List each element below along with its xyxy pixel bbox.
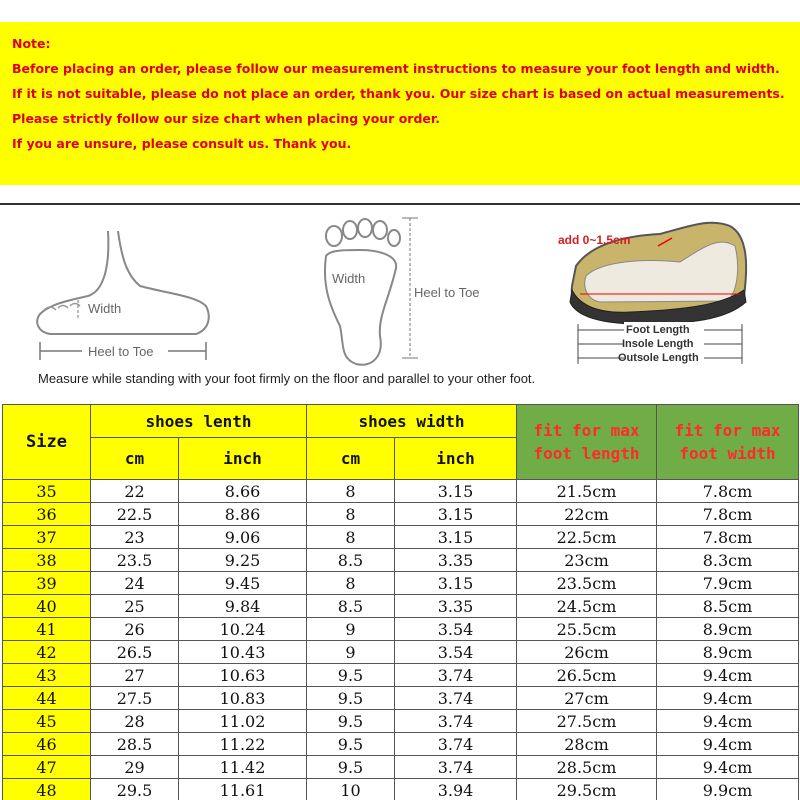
shoe-outsole-length-label: Outsole Length	[618, 352, 699, 364]
length-inch-cell: 9.25	[179, 549, 307, 572]
length-cm-cell: 29	[91, 756, 179, 779]
length-inch-cell: 9.06	[179, 526, 307, 549]
shoes-length-header: shoes lenth	[91, 405, 307, 438]
length-inch-cell: 10.83	[179, 687, 307, 710]
length-inch-cell: 11.02	[179, 710, 307, 733]
length-cm-cell: 24	[91, 572, 179, 595]
table-row	[3, 480, 799, 503]
table-row	[3, 503, 799, 526]
size-cell: 44	[3, 687, 91, 710]
fit-width-cell: 7.8cm	[657, 503, 799, 526]
side-width-label: Width	[88, 301, 122, 316]
table-row	[3, 687, 799, 710]
fit-length-cell: 27cm	[517, 687, 657, 710]
table-row	[3, 526, 799, 549]
length-inch-cell: 11.42	[179, 756, 307, 779]
note-line-1: Before placing an order, please follow our measurement instructions to measure your foot length and width.	[12, 61, 780, 76]
size-cell: 35	[3, 480, 91, 503]
length-cm-cell: 28	[91, 710, 179, 733]
width-inch-cell: 3.15	[395, 572, 517, 595]
table-row	[3, 595, 799, 618]
note-banner	[0, 22, 800, 185]
note-title: Note:	[12, 36, 51, 51]
fit-width-header: fit for max foot width	[657, 405, 799, 480]
table-row	[3, 710, 799, 733]
width-cm-cell: 9	[307, 641, 395, 664]
length-inch-cell: 10.24	[179, 618, 307, 641]
length-inch-cell: 8.86	[179, 503, 307, 526]
fit-length-cell: 22.5cm	[517, 526, 657, 549]
table-row	[3, 549, 799, 572]
fit-length-cell: 28cm	[517, 733, 657, 756]
width-inch-cell: 3.15	[395, 503, 517, 526]
section-divider	[0, 203, 800, 205]
length-cm-cell: 22	[91, 480, 179, 503]
fit-length-header: fit for max foot length	[517, 405, 657, 480]
width-cm-cell: 8.5	[307, 595, 395, 618]
width-inch-cell: 3.35	[395, 595, 517, 618]
length-cm-cell: 23	[91, 526, 179, 549]
width-cm-cell: 9.5	[307, 733, 395, 756]
size-cell: 41	[3, 618, 91, 641]
length-cm-cell: 29.5	[91, 779, 179, 800]
fit-width-cell: 7.8cm	[657, 480, 799, 503]
width-inch-cell: 3.35	[395, 549, 517, 572]
width-cm-cell: 8	[307, 526, 395, 549]
fit-width-cell: 8.9cm	[657, 641, 799, 664]
size-cell: 40	[3, 595, 91, 618]
size-cell: 36	[3, 503, 91, 526]
table-row	[3, 572, 799, 595]
size-cell: 46	[3, 733, 91, 756]
table-row	[3, 756, 799, 779]
length-cm-cell: 26	[91, 618, 179, 641]
length-inch-cell: 8.66	[179, 480, 307, 503]
length-inch-cell: 9.84	[179, 595, 307, 618]
width-cm-cell: 8.5	[307, 549, 395, 572]
fit-width-cell: 9.9cm	[657, 779, 799, 800]
size-table-body	[3, 480, 799, 800]
width-inch-cell: 3.54	[395, 618, 517, 641]
fit-width-cell: 9.4cm	[657, 733, 799, 756]
width-inch-cell: 3.74	[395, 756, 517, 779]
width-cm-cell: 9	[307, 618, 395, 641]
fit-width-cell: 7.8cm	[657, 526, 799, 549]
fit-length-cell: 23cm	[517, 549, 657, 572]
top-heel-to-toe-label: Heel to Toe	[414, 285, 480, 300]
top-foot-illustration	[325, 218, 418, 365]
size-cell: 45	[3, 710, 91, 733]
fit-length-cell: 26cm	[517, 641, 657, 664]
length-inch-cell: 10.43	[179, 641, 307, 664]
note-line-2: If it is not suitable, please do not place an order, thank you. Our size chart is based on actual measurements.	[12, 86, 785, 101]
width-cm-cell: 8	[307, 572, 395, 595]
size-cell: 38	[3, 549, 91, 572]
length-cm-cell: 28.5	[91, 733, 179, 756]
length-cm-cell: 23.5	[91, 549, 179, 572]
fit-width-cell: 8.9cm	[657, 618, 799, 641]
fit-length-cell: 27.5cm	[517, 710, 657, 733]
size-cell: 42	[3, 641, 91, 664]
length-cm-cell: 22.5	[91, 503, 179, 526]
width-cm-cell: 10	[307, 779, 395, 800]
width-cm-cell: 9.5	[307, 687, 395, 710]
table-row	[3, 779, 799, 800]
width-inch-cell: 3.54	[395, 641, 517, 664]
length-cm-cell: 27	[91, 664, 179, 687]
fit-width-cell: 9.4cm	[657, 710, 799, 733]
length-cm-header: cm	[91, 438, 179, 480]
width-cm-cell: 9.5	[307, 710, 395, 733]
size-cell: 48	[3, 779, 91, 800]
table-row	[3, 733, 799, 756]
fit-length-cell: 21.5cm	[517, 480, 657, 503]
fit-length-cell: 24.5cm	[517, 595, 657, 618]
fit-length-cell: 26.5cm	[517, 664, 657, 687]
width-inch-cell: 3.74	[395, 664, 517, 687]
width-cm-cell: 9.5	[307, 664, 395, 687]
width-inch-cell: 3.15	[395, 526, 517, 549]
fit-length-cell: 28.5cm	[517, 756, 657, 779]
size-chart-table	[2, 404, 799, 800]
fit-length-cell: 25.5cm	[517, 618, 657, 641]
note-line-4: If you are unsure, please consult us. Thank you.	[12, 136, 352, 151]
shoe-add-label: add 0~1.5cm	[558, 233, 631, 247]
length-inch-cell: 10.63	[179, 664, 307, 687]
width-cm-header: cm	[307, 438, 395, 480]
width-inch-cell: 3.74	[395, 710, 517, 733]
measurement-caption: Measure while standing with your foot firmly on the floor and parallel to your other foot.	[38, 371, 536, 386]
shoe-foot-length-label: Foot Length	[626, 324, 690, 336]
side-heel-to-toe-label: Heel to Toe	[88, 344, 154, 359]
length-cm-cell: 25	[91, 595, 179, 618]
length-inch-cell: 9.45	[179, 572, 307, 595]
top-width-label: Width	[332, 271, 366, 286]
note-line-3: Please strictly follow our size chart when placing your order.	[12, 111, 441, 126]
length-inch-header: inch	[179, 438, 307, 480]
table-row	[3, 618, 799, 641]
width-cm-cell: 9.5	[307, 756, 395, 779]
length-cm-cell: 27.5	[91, 687, 179, 710]
fit-width-cell: 9.4cm	[657, 687, 799, 710]
shoe-insole-length-label: Insole Length	[622, 338, 694, 350]
length-inch-cell: 11.22	[179, 733, 307, 756]
size-cell: 47	[3, 756, 91, 779]
measurement-diagrams	[0, 206, 800, 401]
width-inch-cell: 3.74	[395, 687, 517, 710]
size-cell: 37	[3, 526, 91, 549]
width-inch-cell: 3.94	[395, 779, 517, 800]
width-inch-cell: 3.15	[395, 480, 517, 503]
shoes-width-header: shoes width	[307, 405, 517, 438]
fit-width-cell: 9.4cm	[657, 664, 799, 687]
width-cm-cell: 8	[307, 480, 395, 503]
size-cell: 39	[3, 572, 91, 595]
fit-length-cell: 23.5cm	[517, 572, 657, 595]
length-cm-cell: 26.5	[91, 641, 179, 664]
fit-length-cell: 29.5cm	[517, 779, 657, 800]
table-row	[3, 664, 799, 687]
fit-width-cell: 8.5cm	[657, 595, 799, 618]
fit-width-cell: 7.9cm	[657, 572, 799, 595]
side-foot-illustration	[37, 231, 209, 360]
width-inch-cell: 3.74	[395, 733, 517, 756]
fit-width-cell: 9.4cm	[657, 756, 799, 779]
length-inch-cell: 11.61	[179, 779, 307, 800]
table-row	[3, 641, 799, 664]
size-header: Size	[3, 405, 91, 480]
size-cell: 43	[3, 664, 91, 687]
fit-length-cell: 22cm	[517, 503, 657, 526]
fit-width-cell: 8.3cm	[657, 549, 799, 572]
width-cm-cell: 8	[307, 503, 395, 526]
width-inch-header: inch	[395, 438, 517, 480]
